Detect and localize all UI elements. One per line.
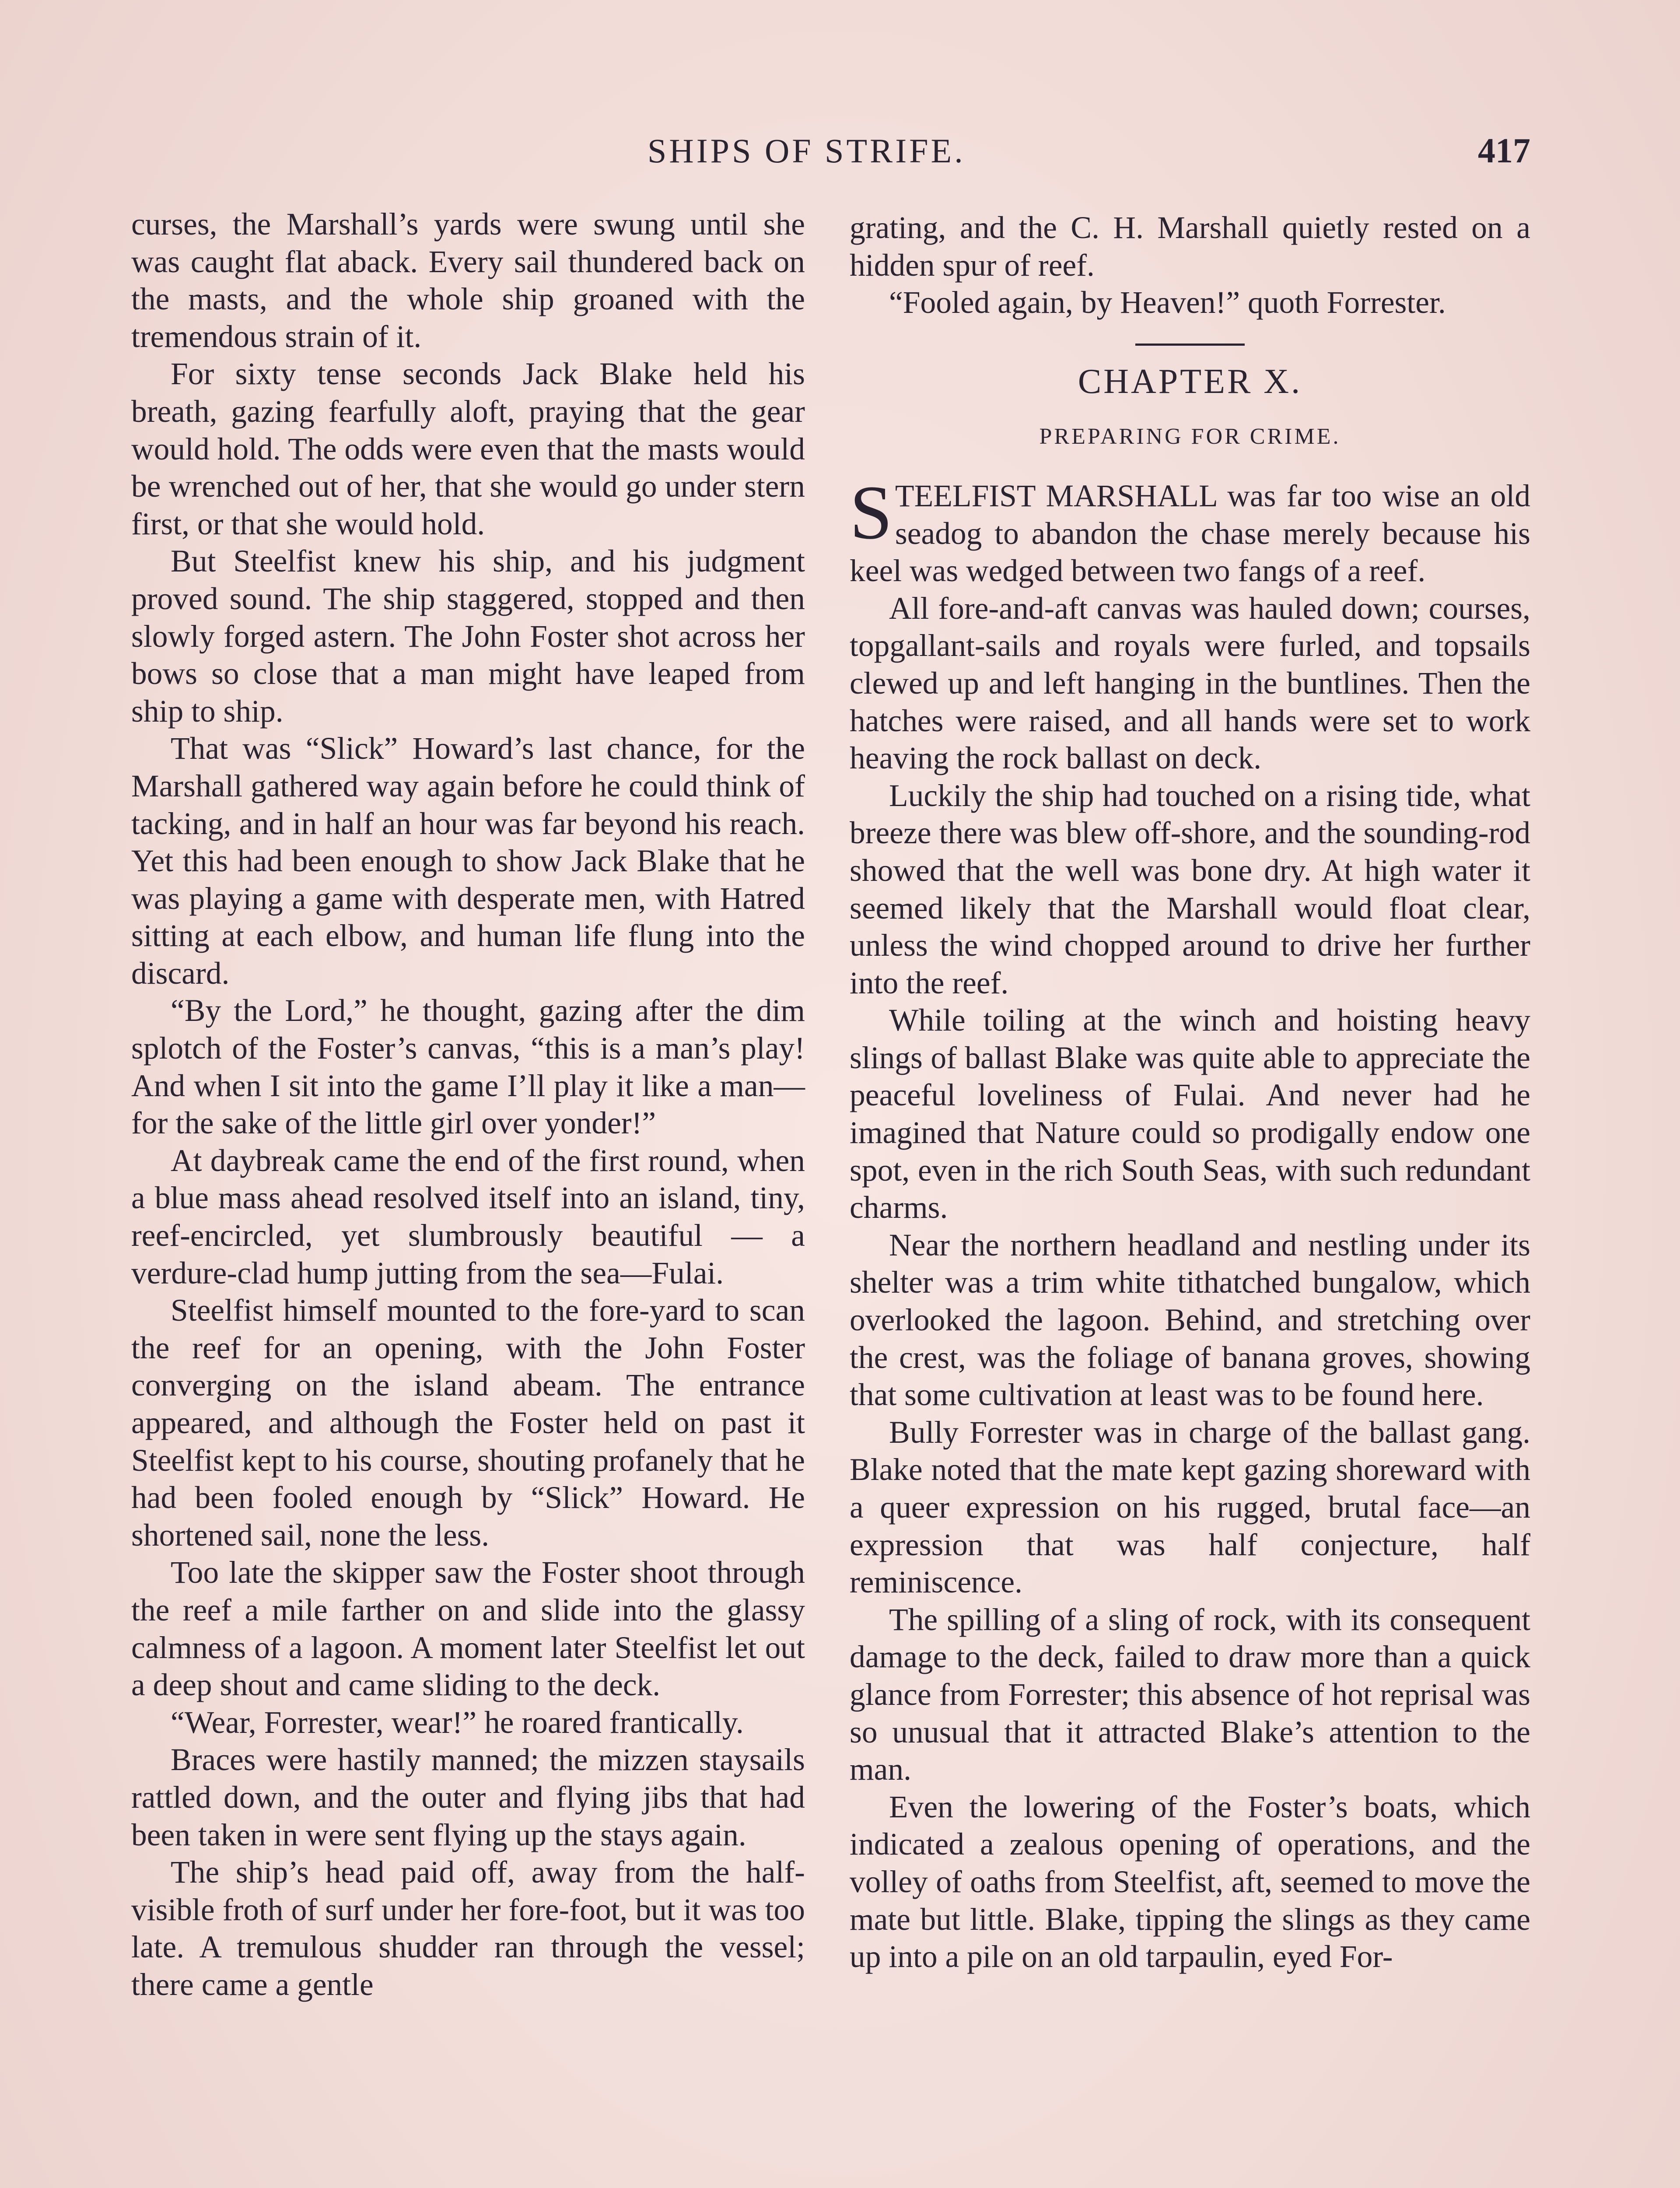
paragraph: “Wear, Forrester, wear!” he roared frantically. xyxy=(171,1705,744,1740)
paragraph: All fore-and-aft canvas was hauled down; courses, topgallant-sails and royals were furled, and topsails clewed up and left hanging in the buntlines. Then the hatches were raised, and all hands were set to work heaving the rock ballast on deck. xyxy=(850,591,1530,776)
paragraph: curses, the Marshall’s yards were swung until she was caught flat aback. Every sail thundered back on the masts, and the whole ship groaned with the tremendous strain of it. xyxy=(131,207,805,354)
paragraph: At daybreak came the end of the first round, when a blue mass ahead resolved itself into an island, tiny, reef-encircled, yet slumbrously beautiful — a verdure-clad hump jutting from the sea—Fulai. xyxy=(131,1143,805,1290)
right-column xyxy=(850,209,1530,1976)
paragraph: The spilling of a sling of rock, with its consequent damage to the deck, failed to draw more than a quick glance from Forrester; this absence of hot reprisal was so unusual that it attracted Blake’s attention to the man. xyxy=(850,1602,1530,1787)
chapter-title: CHAPTER X. xyxy=(1078,362,1302,401)
chapter-subtitle: PREPARING FOR CRIME. xyxy=(1039,424,1341,449)
section-divider xyxy=(1135,344,1245,346)
paragraph: Braces were hastily manned; the mizzen staysails rattled down, and the outer and flying jibs that had been taken in were sent flying up the stays again. xyxy=(131,1743,805,1852)
paragraph: Bully Forrester was in charge of the ballast gang. Blake noted that the mate kept gazing shoreward with a queer expression on his rugged, brutal face—an expression that was half conjecture, half reminiscence. xyxy=(850,1415,1530,1600)
paragraph: Steelfist himself mounted to the fore-yard to scan the reef for an opening, with the John Foster converging on the island abeam. The entrance appeared, and although the Foster held on past it Steelfist kept to his course, shouting profanely that he had been fooled enough by “Slick” Howard. He shortened sail, none the less. xyxy=(131,1293,805,1553)
paragraph: For sixty tense seconds Jack Blake held his breath, gazing fearfully aloft, praying that the gear would hold. The odds were even that the masts would be wrenched out of her, that she would go under stern first, or that she would hold. xyxy=(131,357,805,541)
paragraph: While toiling at the winch and hoisting heavy slings of ballast Blake was quite able to appreciate the peaceful loveliness of Fulai. And never had he imagined that Nature could so prodigally endow one spot, even in the rich South Seas, with such redundant charms. xyxy=(850,1003,1530,1225)
paragraph: Too late the skipper saw the Foster shoot through the reef a mile farther on and slide into the glassy calmness of a lagoon. A moment later Steelfist let out a deep shout and came sliding to the deck. xyxy=(131,1555,805,1703)
paragraph: Luckily the ship had touched on a rising tide, what breeze there was blew off-shore, and the sounding-rod showed that the well was bone dry. At high water it seemed likely that the Marshall would float clear, unless the wind chopped around to drive her further into the reef. xyxy=(850,778,1530,1000)
paragraph: “Fooled again, by Heaven!” quoth Forrester. xyxy=(889,285,1446,320)
first-paragraph-text: TEELFIST MARSHALL was far too wise an old seadog to abandon the chase merely because his keel was wedged between two fangs of a reef. xyxy=(850,478,1530,589)
paragraph: grating, and the C. H. Marshall quietly rested on a hidden spur of reef. xyxy=(850,210,1530,283)
paragraph: But Steelfist knew his ship, and his judgment proved sound. The ship staggered, stopped and then slowly forged astern. The John Foster shot across her bows so close that a man might have leaped from ship to ship. xyxy=(131,544,805,729)
paragraph: The ship’s head paid off, away from the half-visible froth of surf under her fore-foot, but it was too late. A tremulous shudder ran through the vessel; there came a gentle xyxy=(131,1855,805,2002)
page-number: 417 xyxy=(1478,132,1530,170)
paragraph: Even the lowering of the Foster’s boats, which indicated a zealous opening of operations, and the volley of oaths from Steelfist, aft, seemed to move the mate but little. Blake, tipping the slings as they came up into a pile on an old tarpaulin, eyed For- xyxy=(850,1789,1530,1974)
paragraph: That was “Slick” Howard’s last chance, for the Marshall gathered way again before he could think of tacking, and in half an hour was far beyond his reach. Yet this had been enough to show Jack Blake that he was playing a game with desperate men, with Hatred sitting at each elbow, and human life flung into the discard. xyxy=(131,731,805,991)
left-column xyxy=(131,206,805,2004)
running-head: SHIPS OF STRIFE. xyxy=(648,132,966,170)
paragraph: Near the northern headland and nestling under its shelter was a trim white tithatched bungalow, which overlooked the lagoon. Behind, and stretching over the crest, was the foliage of banana groves, showing that some cultivation at least was to be found here. xyxy=(850,1227,1530,1413)
drop-cap: S xyxy=(850,470,892,555)
chapter-first-paragraph xyxy=(850,470,1530,590)
paragraph: “By the Lord,” he thought, gazing after the dim splotch of the Foster’s canvas, “this is a man’s play! And when I sit into the game I’ll play it like a man—for the sake of the little girl over yonder!” xyxy=(131,993,805,1141)
